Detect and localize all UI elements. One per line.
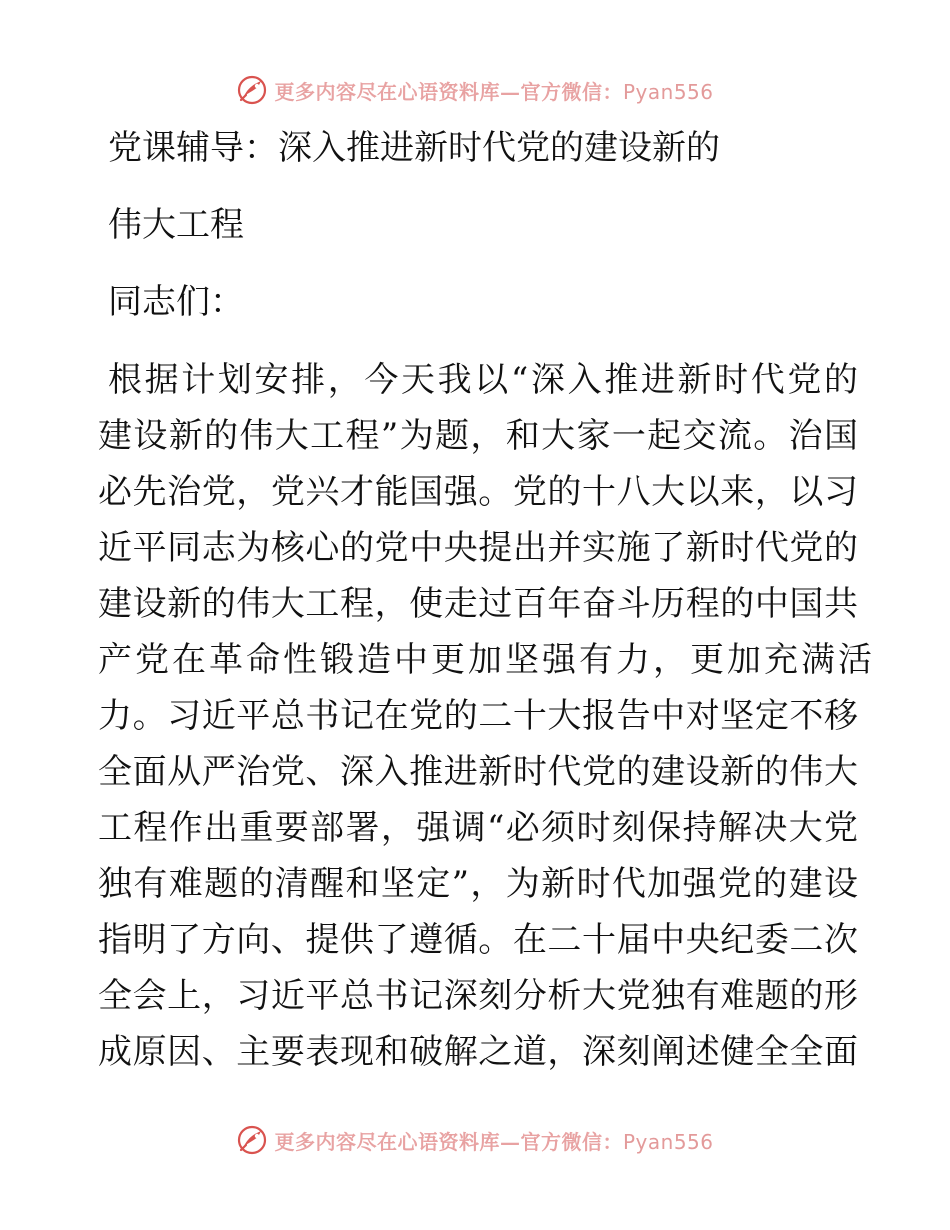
watermark-text: 更多内容尽在心语资料库—官方微信：Pyan556 bbox=[274, 79, 714, 104]
paragraph-line: 全面从严治党、深入推进新时代党的建设新的伟大 bbox=[98, 752, 858, 792]
paragraph-line: 近平同志为核心的党中央提出并实施了新时代党的 bbox=[98, 528, 858, 568]
wechat-id: Pyan556 bbox=[622, 1129, 714, 1154]
pen-logo-icon bbox=[236, 74, 268, 106]
paragraph-line: 全会上，习近平总书记深刻分析大党独有难题的形 bbox=[98, 976, 858, 1016]
paragraph-line: 建设新的伟大工程，使走过百年奋斗历程的中国共 bbox=[98, 584, 858, 624]
paragraph-line: 独有难题的清醒和坚定”，为新时代加强党的建设 bbox=[98, 864, 858, 904]
paragraph-line: 必先治党，党兴才能国强。党的十八大以来，以习 bbox=[98, 472, 858, 512]
wechat-id: Pyan556 bbox=[622, 79, 714, 104]
salutation: 同志们： bbox=[108, 282, 244, 322]
paragraph-line: 工程作出重要部署，强调“必须时刻保持解决大党 bbox=[98, 808, 858, 848]
paragraph-line: 成原因、主要表现和破解之道，深刻阐述健全全面 bbox=[98, 1032, 858, 1072]
paragraph-line: 根据计划安排，今天我以“深入推进新时代党的 bbox=[108, 360, 858, 400]
document-title-line-1: 党课辅导：深入推进新时代党的建设新的 bbox=[108, 128, 720, 168]
paragraph-line: 力。习近平总书记在党的二十大报告中对坚定不移 bbox=[98, 696, 858, 736]
watermark-text: 更多内容尽在心语资料库—官方微信：Pyan556 bbox=[274, 1129, 714, 1154]
document-title-line-2: 伟大工程 bbox=[108, 205, 244, 245]
paragraph-line: 产党在革命性锻造中更加坚强有力，更加充满活 bbox=[98, 640, 875, 680]
document-body bbox=[98, 120, 875, 1080]
paragraph-line: 建设新的伟大工程”为题，和大家一起交流。治国 bbox=[98, 416, 858, 456]
paragraph bbox=[98, 352, 875, 1080]
watermark-banner-bottom bbox=[0, 1120, 950, 1160]
watermark-banner-top bbox=[0, 70, 950, 110]
pen-logo-icon bbox=[236, 1124, 268, 1156]
paragraph-line: 指明了方向、提供了遵循。在二十届中央纪委二次 bbox=[98, 920, 858, 960]
